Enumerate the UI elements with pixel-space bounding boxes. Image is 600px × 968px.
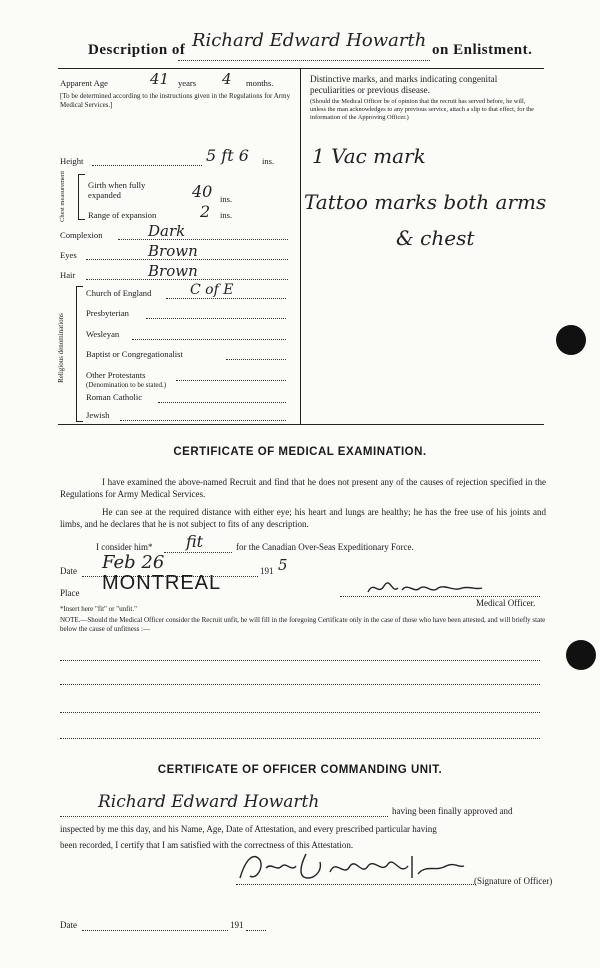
age-months-value: 4 [222, 70, 232, 88]
header-title-post: on Enlistment. [432, 42, 533, 58]
age-note: [To be determined according to the instructions given in the Regulations for Army Medical Services.] [60, 92, 291, 109]
religion-dots-3 [226, 359, 286, 360]
height-dots [92, 165, 202, 166]
medical-officer-signature [366, 576, 486, 600]
religion-dots-0 [166, 298, 286, 299]
religion-roman-catholic: Roman Catholic [86, 392, 143, 402]
medical-para-2: He can see at the required distance with either eye; his heart and lungs are healthy; he has the free use of his joints and limbs, and he declares that he is not subject to fits of any description. [60, 507, 546, 529]
religion-jewish: Jewish [86, 410, 110, 420]
mark-vaccination: 1 Vac mark [312, 144, 426, 168]
religion-other-protestants: Other Protestants [86, 370, 146, 380]
religion-bracket [76, 286, 83, 422]
complexion-dots [118, 239, 288, 240]
name-line [178, 60, 430, 61]
religion-dots-1 [146, 318, 286, 319]
commanding-name-value: Richard Edward Howarth [98, 792, 320, 812]
commanding-text-2: inspected by me this day, and his Name, Age, Date of Attestation, and every prescribed particular having [60, 824, 437, 834]
religion-church-of-england: Church of England [86, 288, 152, 298]
religion-dots-4 [176, 380, 286, 381]
medical-date-value: Feb 26 [102, 552, 165, 573]
medical-certificate-title: CERTIFICATE OF MEDICAL EXAMINATION. [173, 446, 427, 458]
religion-dots-2 [132, 339, 286, 340]
chest-bracket [78, 174, 85, 220]
column-divider [300, 68, 301, 424]
religion-wesleyan: Wesleyan [86, 329, 120, 339]
religion-label: Religious denominations [57, 313, 65, 383]
range-ins-label: ins. [220, 210, 233, 220]
age-years-value: 41 [150, 70, 170, 88]
marks-heading: Distinctive marks, and marks indicating congenital peculiarities or previous disease. [310, 74, 498, 95]
months-label: months. [246, 78, 274, 88]
unfit-note: NOTE.—Should the Medical Officer consider the Recruit unfit, he will fill in the foregoing Certificate only in the case of those who have been attested, and will briefly state below the cause of unfitness :— [60, 616, 546, 633]
signature-label: (Signature of Officer) [474, 876, 553, 886]
complexion-label: Complexion [60, 230, 103, 240]
religion-church-of-england-value: C of E [190, 282, 234, 298]
fit-value: fit [186, 532, 204, 551]
consider-post: for the Canadian Over-Seas Expeditionary Force. [236, 542, 414, 552]
commanding-name-dots [60, 816, 388, 817]
religion-presbyterian: Presbyterian [86, 308, 129, 318]
commanding-year-label: 191 [230, 920, 244, 930]
age-label: Apparent Age [60, 78, 108, 88]
fit-footnote: *Insert here "fit" or "unfit." [60, 605, 137, 613]
commanding-year-dots [246, 930, 266, 931]
commanding-certificate-title: CERTIFICATE OF OFFICER COMMANDING UNIT. [157, 764, 443, 776]
religion-baptist: Baptist or Congregationalist [86, 349, 183, 359]
commanding-officer-signature [236, 848, 466, 888]
header-title-pre: Description of [88, 42, 186, 58]
girth-ins-label: ins. [220, 194, 233, 204]
medical-date-label: Date [60, 566, 77, 576]
commanding-sig-dots [236, 884, 476, 885]
range-value: 2 [200, 202, 211, 221]
religion-dots-7 [120, 420, 286, 421]
chest-label: Chest measurement [59, 170, 66, 222]
medical-year-value: 5 [278, 556, 288, 574]
unfit-line-4 [60, 738, 540, 739]
religion-dots-6 [158, 402, 286, 403]
range-label: Range of expansion [88, 210, 157, 220]
commanding-date-dots [82, 930, 228, 931]
mark-chest: & chest [396, 226, 475, 250]
complexion-value: Dark [148, 222, 186, 240]
commanding-date-label: Date [60, 920, 77, 930]
hair-value: Brown [148, 262, 198, 280]
religion-denomination-note: (Denomination to be stated.) [86, 381, 167, 389]
hair-label: Hair [60, 270, 76, 280]
unfit-line-2 [60, 684, 540, 685]
unfit-line-1 [60, 660, 540, 661]
years-label: years [178, 78, 197, 88]
punch-hole-top [556, 325, 586, 355]
girth-label: Girth when fully expanded [88, 180, 146, 200]
recruit-name: Richard Edward Howarth [192, 30, 427, 51]
table-bottom-rule [58, 424, 544, 425]
commanding-text-1: having been finally approved and [392, 806, 513, 816]
place-label: Place [60, 588, 80, 598]
unfit-line-3 [60, 712, 540, 713]
medical-year-label: 191 [260, 566, 274, 576]
header-rule [58, 68, 544, 69]
place-stamp: MONTREAL [102, 572, 222, 594]
height-value: 5 ft 6 [206, 146, 249, 165]
fit-dots [164, 552, 232, 553]
eyes-label: Eyes [60, 250, 77, 260]
mark-tattoo: Tattoo marks both arms [304, 190, 547, 214]
medical-officer-label: Medical Officer. [476, 598, 536, 608]
height-ins-label: ins. [262, 156, 275, 166]
medical-para-1: I have examined the above-named Recruit and find that he does not present any of the causes of rejection specified in the Regulations for Army Medical Services. [60, 477, 546, 499]
girth-value: 40 [192, 182, 213, 201]
punch-hole-bottom [566, 640, 596, 670]
form-header [70, 28, 540, 68]
marks-note: (Should the Medical Officer be of opinion that the recruit has served before, he will, unless the man acknowledges to any previous service, attach a slip to that effect, for the information of the Approving Officer.) [310, 98, 535, 121]
consider-label: I consider him* [96, 542, 153, 552]
eyes-value: Brown [148, 242, 198, 260]
height-label: Height [60, 156, 84, 166]
commanding-text-3: been recorded, I certify that I am satisfied with the correctness of this Attestation. [60, 840, 354, 850]
